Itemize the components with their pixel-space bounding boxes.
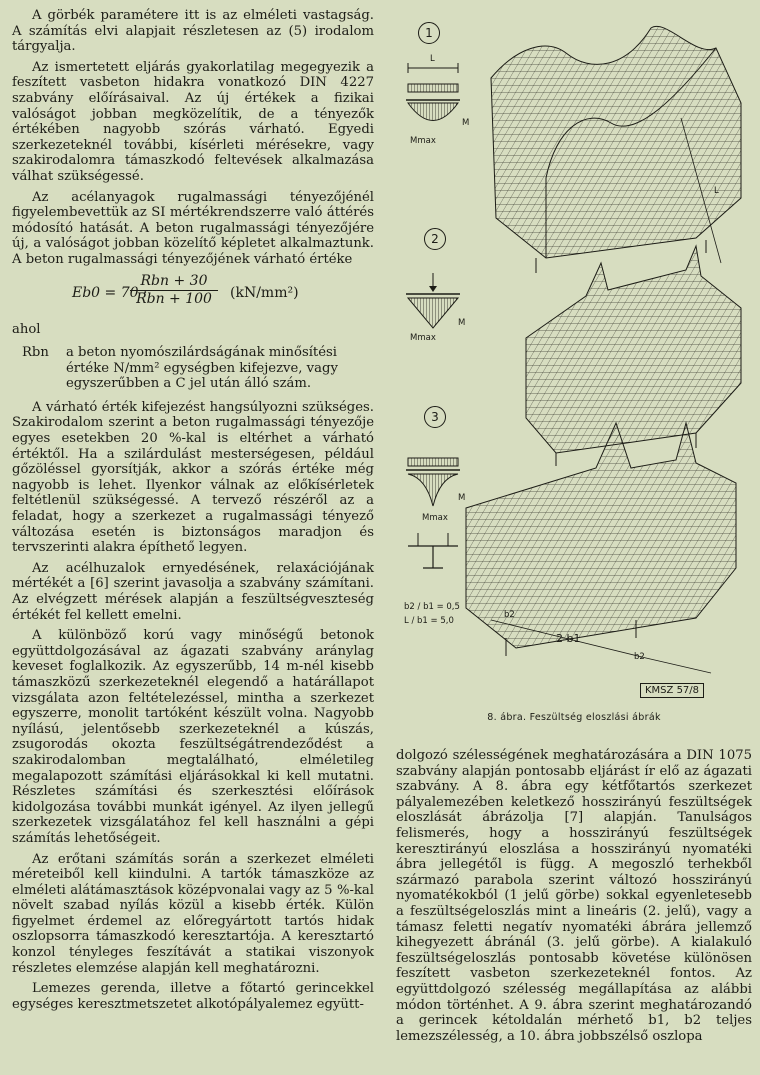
load-diagram-1: [406, 63, 460, 121]
right-column: [396, 748, 752, 1049]
paragraph: A különböző korú vagy minőségű betonok együttdolgozásával az ágazati szabvány aránylag keveset foglalkozik. Az egyszerűbb, 14 m-nél kisebb támaszközű szerkezeteknél elegendő a határállapot vizsgálata azon feltételezéssel, mintha a szerkezet egyszerre, monolit tartóként készült volna. Nagyobb nyílású, jelentősebb szerkezeteknél a kúszás, zsugorodás okozta feszültségátrendeződést a szakirodalomban megtalálható, elméletileg megalapozott számítási eljárásokkal ki kell mutatni. Részletes számítási és szerkesztési előírások kidolgozása további munkát igényel. Az ilyen jellegű szerkezetek vizsgálatához fel kell használni a gépi számítás lehetőségeit.: [12, 628, 374, 846]
stress-surface-1: [491, 26, 741, 273]
formula-lhs: Eb0 = 70 ·: [72, 284, 148, 301]
m-label-1: M: [462, 118, 470, 128]
moment-label-2: Mmax: [410, 333, 436, 343]
formula-denominator: Rbn + 100: [136, 291, 212, 308]
paragraph: dolgozó szélességének meghatározására a DIN 1075 szabvány alapján pontosabb eljárást ír elő az ágazati szabvány. A 8. ábra egy kétfőtartós szerkezet pályalemezében keletkező hosszirányú feszültségek eloszlását ábrázolja [7] alapján. Tanulságos felismerés, hogy a hosszirányú feszültségek keresztirányú eloszlása a hosszirányú nyomatéki ábra jellegétől is függ. A megoszló terhekből származó parabola szerint változó hosszirányú nyomatékokból (1 jelű görbe) sokkal egyenletesebb a feszültségeloszlás mint a lineáris (2. jelű), vagy a támasz feletti negatív nyomatéki ábrára jellemző kihegyezett ábránál (3. jelű görbe). A kialakuló feszültségeloszlás pontosabb követése különösen feszített vasbeton szerkezeteknél fontos. Az együttdolgozó szélesség megállapítása az alábbi módon történhet. A 9. ábra szerint meghatározandó a gerincek kétoldalán mérhető b1, b2 teljes lemezszélesség, a 10. ábra jobbszélső oszlopa: [396, 748, 752, 1044]
dim-2b1: 2 b1: [556, 632, 581, 645]
stress-surface-2: [526, 246, 741, 466]
stress-surface-3: [466, 423, 736, 673]
moment-label-3: Mmax: [422, 513, 448, 523]
left-column: [12, 8, 374, 1017]
formula-unit: (kN/mm²): [230, 284, 299, 301]
ratio-l-b1: L / b1 = 5,0: [404, 616, 454, 626]
span-label: L: [714, 186, 719, 196]
definition-rbn: [22, 345, 374, 392]
paragraph: Lemezes gerenda, illetve a főtartó gerincekkel egységes keresztmetszetet alkotópályalemez együtt-: [12, 981, 374, 1012]
paragraph: Az ismertetett eljárás gyakorlatilag megegyezik a feszített vasbeton hidakra vonatkozó DIN 4227 szabvány előírásaival. Az új értékek a fizikai valóságot jobban megközelítik, de a tényezők értékében nagyobb szórás várható. Egyedi szerkezeteknél további, kísérleti mérésekre, vagy szakirodalomra támaszkodó feltevések alkalmazása válhat szükségessé.: [12, 59, 374, 184]
moment-label-1: Mmax: [410, 136, 436, 146]
load-diagram-2: [406, 273, 460, 328]
m-label-2: M: [458, 318, 466, 328]
formula-fraction: [130, 274, 218, 308]
diagram-number-3: 3: [424, 406, 446, 428]
formula-eb0: [12, 274, 374, 314]
diagram-number-1: 1: [418, 22, 440, 44]
figure-stamp: KMSZ 57/8: [640, 683, 704, 698]
m-label-3: M: [458, 493, 466, 503]
figure-caption: 8. ábra. Feszültség eloszlási ábrák: [487, 712, 661, 723]
formula-numerator: Rbn + 30: [130, 274, 218, 292]
ratio-b2-b1: b2 / b1 = 0,5: [404, 602, 460, 612]
paragraph: Az acélhuzalok ernyedésének, relaxációjának mértékét a [6] szerint javasolja a szabvány számítani. Az elvégzett mérések alapján a feszültségveszteség értékét fel kellett emelni.: [12, 560, 374, 623]
definition-text: a beton nyomószilárdságának minősítési értéke N/mm² egységben kifejezve, vagy egyszerűbben a C jel után álló szám.: [66, 345, 338, 392]
dim-b2-right: b2: [634, 652, 645, 662]
paragraph: A görbék paramétere itt is az elméleti vastagság. A számítás elvi alapjait részletesen az (5) irodalom tárgyalja.: [12, 8, 374, 55]
paragraph: A várható érték kifejezést hangsúlyozni szükséges. Szakirodalom szerint a beton rugalmassági tényezője egyes esetekben 20 %-kal is eltérhet a várható értéktől. Ha a szilárdulást mesterségesen, például gőzöléssel gyorsítják, akkor a szórás értéke még nagyobb is lehet. Ilyenkor válnak az előkísérletek feltétlenül szükségessé. A tervező részéről az a feladat, hogy a szerkezet a rugalmassági tényező változása esetén is biztonságos maradjon és tervszerinti alakra építhető legyen.: [12, 399, 374, 556]
ahol-label: ahol: [12, 321, 41, 337]
paragraph: Az acélanyagok rugalmassági tényezőjénél figyelembevettük az SI mértékrendszerre való áttérés módosító hatását. A beton rugalmassági tényezőjére új, a valóságot jobban közelítő képletet alkalmaztunk. A beton rugalmassági tényezőjének várható értéke: [12, 189, 374, 267]
figure-8: [396, 8, 752, 738]
diagram-number-2: 2: [424, 228, 446, 250]
definition-symbol: Rbn: [22, 345, 49, 361]
paragraph: Az erőtani számítás során a szerkezet elméleti méreteiből kell kiindulni. A tartók támaszköze az elméleti alátámasztások középvonalai vagy az 5 %-kal növelt szabad nyílás közül a kisebb érték. Külön figyelmet érdemel az előregyártott tartós hidak oszlopsorra támaszkodó keresztartója. A keresztartó konzol tényleges feszítávát a statikai viszonyok részletes elemzése alapján kell meghatározni.: [12, 851, 374, 976]
span-label: L: [430, 54, 435, 64]
dim-b2-left: b2: [504, 610, 515, 620]
